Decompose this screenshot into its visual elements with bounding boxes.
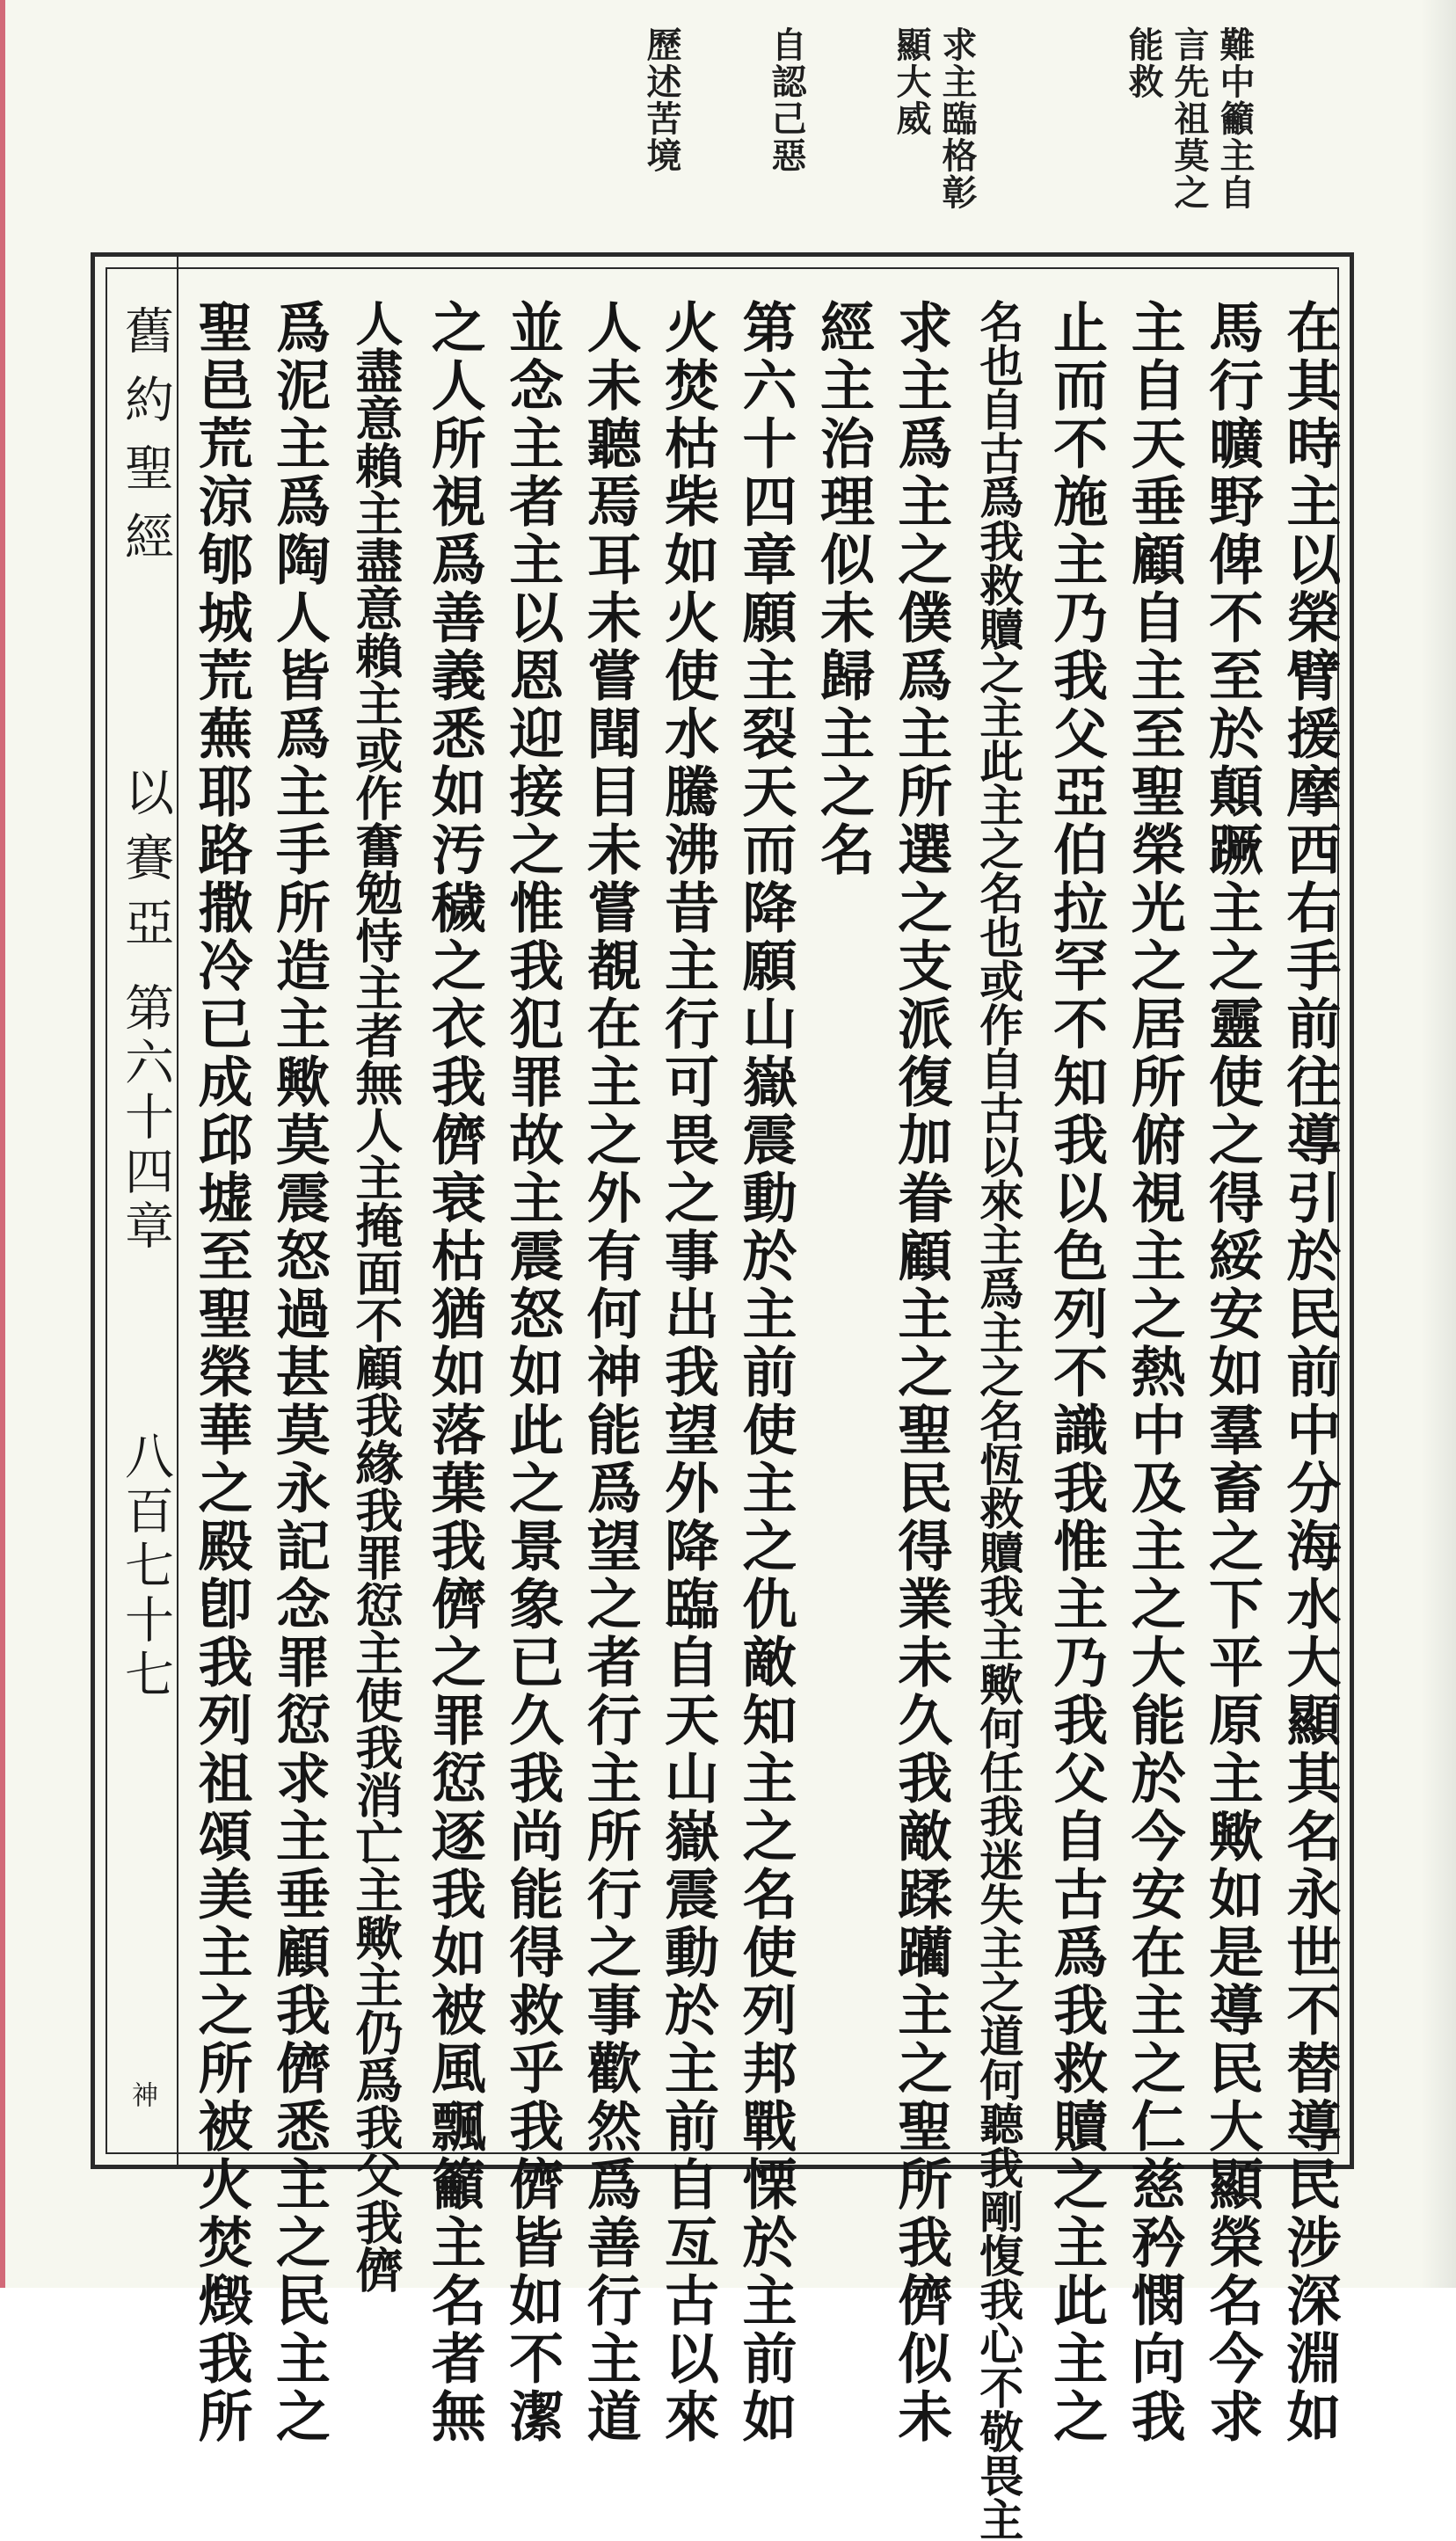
page-edge-shadow [1421,0,1456,2288]
headnote: 自認己惡 [766,26,807,174]
text-column: 人未聽焉耳未嘗聞目未嘗覩在主之外有何神能爲望之者行主所行之事歡然爲善行主道 [578,299,643,2446]
text-column: 主自天垂顧自主至聖榮光之居所俯視主之熱中及主之大能於今安在主之仁慈矜憫向我 [1122,299,1187,2446]
text-column: 在其時主以榮臂援摩西右手前往導引於民前中分海水大顯其名永世不替導民涉深淵如 [1277,299,1342,2446]
text-column: 名也自古爲我救贖之主此主之名也或作自古以來主爲主之名恆救贖我主歟何任我迷失主之道何聽我剛愎我心不敬畏主 [972,299,1025,2541]
text-column: 求主爲主之僕爲主所選之支派復加眷顧主之聖民得業未久我敵蹂躪主之聖所我儕似未 [888,299,953,2446]
body-text [189,299,1342,2541]
text-column: 聖邑荒涼郇城荒蕪耶路撒冷已成邱墟至聖榮華之殿卽我列祖頌美主之所被火焚燬我所 [189,299,253,2446]
page-number: 八百七十七 [117,1431,174,1703]
headnote: 難中籲主自言先祖莫之能救 [1123,26,1256,211]
headnote: 求主臨格彰顯大威 [891,26,978,211]
text-column: 馬行曠野俾不至於顛蹶主之靈使之得綏安如羣畜之下平原主歟如是導民大顯榮名今求 [1199,299,1264,2446]
margin-headnotes [264,26,1257,237]
book-title: 舊約聖經 [117,305,174,579]
text-column: 火焚枯柴如火使水騰沸昔主行可畏之事出我望外降臨自天山嶽震動於主前自亙古以來 [655,299,720,2446]
running-header [91,252,178,2169]
publisher-mark: 神 [127,2081,157,2108]
text-column: 之人所視爲善義悉如汚穢之衣我儕衰枯猶如落葉我儕之罪愆逐我如被風飄籲主名者無 [422,299,487,2446]
text-column: 爲泥主爲陶人皆爲主手所造主歟莫震怒過甚莫永記念罪愆求主垂顧我儕悉主之民主之 [266,299,331,2446]
text-column: 並念主者主以恩迎接之惟我犯罪故主震怒如此之景象已久我尚能得救乎我儕皆如不潔 [499,299,564,2446]
text-column: 止而不施主乃我父亞伯拉罕不知我以色列不識我惟主乃我父自古爲我救贖之主此主之 [1044,299,1109,2446]
chapter-label: 第六十四章 [117,982,174,1255]
text-column: 人盡意賴主盡意賴主或作奮勉恃主者無人主掩面不顧我緣我罪愆主使我消亡主歟主仍爲我父我儕 [347,299,404,2293]
book-name: 以賽亞 [117,767,174,962]
headnote: 歷述苦境 [641,26,682,174]
chapter-start-column: 第六十四章願主裂天而降願山嶽震動於主前使主之仇敵知主之名使列邦戰慄於主前如 [732,299,797,2446]
text-column: 經主治理似未歸主之名 [811,299,876,879]
